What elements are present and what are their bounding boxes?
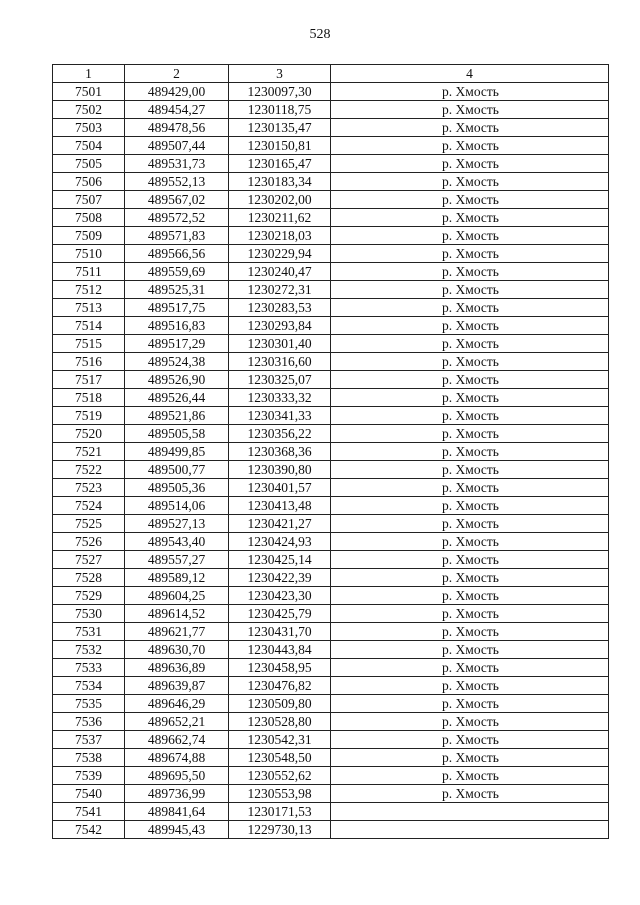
cell-description: р. Хмость: [331, 191, 609, 209]
cell-y: 1230211,62: [229, 209, 331, 227]
cell-x: 489531,73: [125, 155, 229, 173]
cell-x: 489517,29: [125, 335, 229, 353]
cell-number: 7530: [53, 605, 125, 623]
cell-description: р. Хмость: [331, 461, 609, 479]
cell-y: 1229730,13: [229, 821, 331, 839]
table-row: [53, 263, 609, 281]
cell-description: р. Хмость: [331, 317, 609, 335]
table-row: [53, 101, 609, 119]
table-row: [53, 659, 609, 677]
table-row: [53, 533, 609, 551]
cell-y: 1230390,80: [229, 461, 331, 479]
cell-number: 7514: [53, 317, 125, 335]
cell-number: 7523: [53, 479, 125, 497]
cell-x: 489505,58: [125, 425, 229, 443]
cell-number: 7515: [53, 335, 125, 353]
cell-x: 489478,56: [125, 119, 229, 137]
table-row: [53, 767, 609, 785]
cell-x: 489695,50: [125, 767, 229, 785]
table-row: [53, 119, 609, 137]
column-header-number: 1: [53, 65, 125, 83]
table-row: [53, 587, 609, 605]
cell-description: р. Хмость: [331, 533, 609, 551]
cell-description: р. Хмость: [331, 209, 609, 227]
cell-x: 489526,44: [125, 389, 229, 407]
cell-number: 7512: [53, 281, 125, 299]
cell-number: 7541: [53, 803, 125, 821]
cell-x: 489636,89: [125, 659, 229, 677]
table-row: [53, 641, 609, 659]
cell-description: р. Хмость: [331, 137, 609, 155]
cell-number: 7501: [53, 83, 125, 101]
cell-x: 489639,87: [125, 677, 229, 695]
table-row: [53, 695, 609, 713]
cell-y: 1230097,30: [229, 83, 331, 101]
cell-x: 489526,90: [125, 371, 229, 389]
cell-description: р. Хмость: [331, 731, 609, 749]
column-header-description: 4: [331, 65, 609, 83]
cell-y: 1230171,53: [229, 803, 331, 821]
cell-number: 7522: [53, 461, 125, 479]
cell-number: 7503: [53, 119, 125, 137]
table-row: [53, 803, 609, 821]
cell-y: 1230443,84: [229, 641, 331, 659]
cell-description: р. Хмость: [331, 245, 609, 263]
cell-number: 7508: [53, 209, 125, 227]
cell-x: 489507,44: [125, 137, 229, 155]
cell-description: [331, 821, 609, 839]
cell-description: [331, 803, 609, 821]
cell-number: 7505: [53, 155, 125, 173]
cell-number: 7511: [53, 263, 125, 281]
cell-description: р. Хмость: [331, 83, 609, 101]
cell-number: 7520: [53, 425, 125, 443]
cell-description: р. Хмость: [331, 281, 609, 299]
cell-number: 7529: [53, 587, 125, 605]
cell-number: 7506: [53, 173, 125, 191]
cell-x: 489571,83: [125, 227, 229, 245]
cell-description: р. Хмость: [331, 749, 609, 767]
cell-x: 489552,13: [125, 173, 229, 191]
cell-number: 7519: [53, 407, 125, 425]
cell-number: 7516: [53, 353, 125, 371]
cell-description: р. Хмость: [331, 443, 609, 461]
cell-x: 489543,40: [125, 533, 229, 551]
cell-description: р. Хмость: [331, 497, 609, 515]
cell-y: 1230218,03: [229, 227, 331, 245]
table-row: [53, 443, 609, 461]
cell-description: р. Хмость: [331, 263, 609, 281]
coordinates-table: [52, 64, 609, 839]
cell-description: р. Хмость: [331, 659, 609, 677]
cell-y: 1230552,62: [229, 767, 331, 785]
table-row: [53, 191, 609, 209]
cell-x: 489525,31: [125, 281, 229, 299]
cell-number: 7527: [53, 551, 125, 569]
table-row: [53, 515, 609, 533]
cell-number: 7537: [53, 731, 125, 749]
cell-y: 1230333,32: [229, 389, 331, 407]
cell-y: 1230424,93: [229, 533, 331, 551]
cell-description: р. Хмость: [331, 587, 609, 605]
cell-y: 1230476,82: [229, 677, 331, 695]
cell-description: р. Хмость: [331, 605, 609, 623]
cell-y: 1230293,84: [229, 317, 331, 335]
cell-number: 7525: [53, 515, 125, 533]
cell-description: р. Хмость: [331, 641, 609, 659]
table-row: [53, 785, 609, 803]
cell-number: 7509: [53, 227, 125, 245]
cell-number: 7528: [53, 569, 125, 587]
cell-x: 489567,02: [125, 191, 229, 209]
table-row: [53, 497, 609, 515]
cell-y: 1230431,70: [229, 623, 331, 641]
cell-y: 1230150,81: [229, 137, 331, 155]
cell-description: р. Хмость: [331, 119, 609, 137]
cell-number: 7521: [53, 443, 125, 461]
cell-x: 489500,77: [125, 461, 229, 479]
cell-description: р. Хмость: [331, 515, 609, 533]
cell-y: 1230401,57: [229, 479, 331, 497]
table-row: [53, 605, 609, 623]
cell-x: 489652,21: [125, 713, 229, 731]
cell-x: 489559,69: [125, 263, 229, 281]
cell-number: 7535: [53, 695, 125, 713]
cell-y: 1230165,47: [229, 155, 331, 173]
cell-description: р. Хмость: [331, 425, 609, 443]
cell-x: 489674,88: [125, 749, 229, 767]
table-row: [53, 623, 609, 641]
cell-x: 489527,13: [125, 515, 229, 533]
cell-number: 7524: [53, 497, 125, 515]
cell-x: 489841,64: [125, 803, 229, 821]
cell-x: 489621,77: [125, 623, 229, 641]
cell-x: 489566,56: [125, 245, 229, 263]
cell-x: 489521,86: [125, 407, 229, 425]
table-row: [53, 461, 609, 479]
table-body: [53, 83, 609, 839]
cell-number: 7540: [53, 785, 125, 803]
cell-y: 1230368,36: [229, 443, 331, 461]
cell-y: 1230553,98: [229, 785, 331, 803]
cell-x: 489429,00: [125, 83, 229, 101]
cell-y: 1230528,80: [229, 713, 331, 731]
cell-description: р. Хмость: [331, 713, 609, 731]
table-row: [53, 569, 609, 587]
cell-description: р. Хмость: [331, 677, 609, 695]
cell-y: 1230301,40: [229, 335, 331, 353]
cell-y: 1230422,39: [229, 569, 331, 587]
cell-x: 489572,52: [125, 209, 229, 227]
cell-description: р. Хмость: [331, 407, 609, 425]
cell-description: р. Хмость: [331, 299, 609, 317]
table-row: [53, 821, 609, 839]
cell-number: 7502: [53, 101, 125, 119]
cell-y: 1230413,48: [229, 497, 331, 515]
table-row: [53, 353, 609, 371]
cell-x: 489517,75: [125, 299, 229, 317]
cell-description: р. Хмость: [331, 155, 609, 173]
cell-y: 1230272,31: [229, 281, 331, 299]
cell-x: 489630,70: [125, 641, 229, 659]
cell-number: 7507: [53, 191, 125, 209]
cell-description: р. Хмость: [331, 173, 609, 191]
cell-description: р. Хмость: [331, 479, 609, 497]
table-row: [53, 407, 609, 425]
table-row: [53, 137, 609, 155]
cell-y: 1230183,34: [229, 173, 331, 191]
table-row: [53, 83, 609, 101]
table-row: [53, 677, 609, 695]
table-row: [53, 317, 609, 335]
cell-y: 1230325,07: [229, 371, 331, 389]
cell-y: 1230548,50: [229, 749, 331, 767]
table-row: [53, 479, 609, 497]
cell-y: 1230341,33: [229, 407, 331, 425]
page-number: 528: [309, 27, 331, 42]
cell-x: 489514,06: [125, 497, 229, 515]
cell-y: 1230421,27: [229, 515, 331, 533]
cell-y: 1230425,79: [229, 605, 331, 623]
cell-number: 7536: [53, 713, 125, 731]
column-header-y: 3: [229, 65, 331, 83]
cell-number: 7518: [53, 389, 125, 407]
table-row: [53, 245, 609, 263]
cell-number: 7532: [53, 641, 125, 659]
cell-y: 1230240,47: [229, 263, 331, 281]
table-row: [53, 371, 609, 389]
cell-x: 489557,27: [125, 551, 229, 569]
cell-x: 489499,85: [125, 443, 229, 461]
table-row: [53, 281, 609, 299]
cell-description: р. Хмость: [331, 551, 609, 569]
table-row: [53, 155, 609, 173]
cell-x: 489736,99: [125, 785, 229, 803]
table-row: [53, 227, 609, 245]
cell-y: 1230229,94: [229, 245, 331, 263]
table-row: [53, 173, 609, 191]
table-row: [53, 425, 609, 443]
cell-x: 489604,25: [125, 587, 229, 605]
cell-x: 489589,12: [125, 569, 229, 587]
cell-number: 7513: [53, 299, 125, 317]
cell-y: 1230135,47: [229, 119, 331, 137]
table-row: [53, 209, 609, 227]
cell-description: р. Хмость: [331, 767, 609, 785]
cell-x: 489454,27: [125, 101, 229, 119]
table-row: [53, 299, 609, 317]
table-row: [53, 551, 609, 569]
cell-description: р. Хмость: [331, 335, 609, 353]
cell-y: 1230423,30: [229, 587, 331, 605]
cell-x: 489614,52: [125, 605, 229, 623]
cell-y: 1230202,00: [229, 191, 331, 209]
cell-y: 1230458,95: [229, 659, 331, 677]
cell-description: р. Хмость: [331, 785, 609, 803]
cell-number: 7510: [53, 245, 125, 263]
cell-description: р. Хмость: [331, 695, 609, 713]
table-row: [53, 731, 609, 749]
table-row: [53, 389, 609, 407]
cell-x: 489646,29: [125, 695, 229, 713]
cell-y: 1230542,31: [229, 731, 331, 749]
cell-x: 489662,74: [125, 731, 229, 749]
cell-description: р. Хмость: [331, 569, 609, 587]
cell-description: р. Хмость: [331, 101, 609, 119]
cell-y: 1230425,14: [229, 551, 331, 569]
cell-description: р. Хмость: [331, 389, 609, 407]
cell-number: 7504: [53, 137, 125, 155]
cell-x: 489505,36: [125, 479, 229, 497]
cell-x: 489945,43: [125, 821, 229, 839]
cell-number: 7526: [53, 533, 125, 551]
cell-y: 1230283,53: [229, 299, 331, 317]
cell-number: 7539: [53, 767, 125, 785]
cell-description: р. Хмость: [331, 353, 609, 371]
cell-number: 7531: [53, 623, 125, 641]
cell-description: р. Хмость: [331, 623, 609, 641]
cell-description: р. Хмость: [331, 227, 609, 245]
table-row: [53, 713, 609, 731]
table-header-row: [53, 65, 609, 83]
cell-y: 1230356,22: [229, 425, 331, 443]
cell-y: 1230509,80: [229, 695, 331, 713]
cell-number: 7542: [53, 821, 125, 839]
cell-y: 1230316,60: [229, 353, 331, 371]
cell-y: 1230118,75: [229, 101, 331, 119]
cell-x: 489524,38: [125, 353, 229, 371]
cell-number: 7534: [53, 677, 125, 695]
cell-number: 7517: [53, 371, 125, 389]
table-row: [53, 749, 609, 767]
cell-description: р. Хмость: [331, 371, 609, 389]
table-row: [53, 335, 609, 353]
cell-x: 489516,83: [125, 317, 229, 335]
cell-number: 7533: [53, 659, 125, 677]
column-header-x: 2: [125, 65, 229, 83]
cell-number: 7538: [53, 749, 125, 767]
